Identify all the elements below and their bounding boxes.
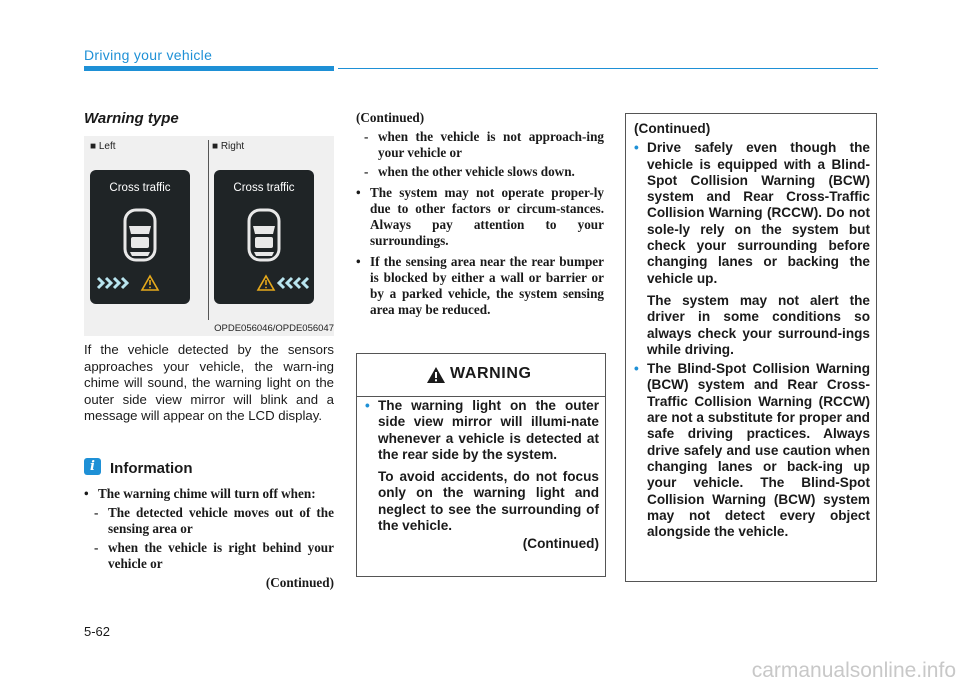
warning-continued-box xyxy=(625,113,877,582)
continued-label: (Continued) xyxy=(522,536,599,552)
info-dash-item: - The detected vehicle moves out of the sensing area or xyxy=(94,505,334,536)
continued-label: (Continued) xyxy=(265,575,334,590)
information-list xyxy=(84,486,334,591)
cross-traffic-figure xyxy=(84,136,334,336)
warning-bullet: • The warning light on the outer side view mirror will illumi-nate whenever a vehicle is detected at the rear side by the system. xyxy=(365,398,599,463)
info-dash-item: - when the vehicle is right behind your vehicle or xyxy=(94,540,334,571)
warning-box xyxy=(356,353,606,577)
section-title: Driving your vehicle xyxy=(84,47,213,63)
info-dash-item: - when the vehicle is not approach-ing your vehicle or xyxy=(364,129,604,160)
panel-title-left: Cross traffic xyxy=(109,182,171,194)
warning-type-description: If the vehicle detected by the sensors approaches your vehicle, the warn-ing chime will sound, the warning light on the outer side view mirror will blink and a message will appear on the LCD display. xyxy=(84,342,334,423)
figure-label-right: ■ Right xyxy=(212,141,245,152)
info-bullet: • The system may not operate proper-ly due to other factors or circum-stances. Always pay attention to your surroundings. xyxy=(356,185,604,249)
continued-label: (Continued) xyxy=(634,121,711,136)
warning-header xyxy=(357,354,605,396)
warning-continued-body xyxy=(634,121,870,540)
warning-bullet: • The Blind-Spot Collision Warning (BCW) system and Rear Cross-Traffic Collision Warning (RCCW) are not a substitute for proper and safe driving practices. Always drive safely and use caution when changing lanes or back-ing up your vehicle. The Blind-Spot Collision Warning (BCW) system may not detect every object alongside the vehicle. xyxy=(634,361,870,540)
cluster-panel-right xyxy=(214,170,314,304)
chevron-right-icon xyxy=(98,278,127,288)
warning-body xyxy=(365,398,599,553)
continued-label: (Continued) xyxy=(356,110,425,125)
watermark: carmanualsonline.info xyxy=(751,659,956,682)
info-dash-text: when the vehicle is right behind your vehicle or xyxy=(108,540,334,571)
chevron-left-icon xyxy=(279,278,308,288)
panel-title-right: Cross traffic xyxy=(233,182,295,194)
header-rule-thin xyxy=(338,68,878,69)
warning-triangle-icon xyxy=(258,276,274,290)
warning-triangle-icon xyxy=(142,276,158,290)
header-rule-thick xyxy=(84,66,334,71)
info-dash-item: - when the other vehicle slows down. xyxy=(364,164,575,179)
info-dash-text: when the vehicle is not approach-ing your vehicle or xyxy=(378,129,604,160)
info-dash-text: The detected vehicle moves out of the sensing area or xyxy=(108,505,334,536)
information-title: Information xyxy=(110,460,193,477)
info-bullet: • The warning chime will turn off when: xyxy=(84,486,334,502)
figure-divider xyxy=(208,140,209,320)
info-dash-text: when the other vehicle slows down. xyxy=(378,164,575,179)
info-bullet: • If the sensing area near the rear bumper is blocked by either a wall or barrier or by a parked vehicle, the system sensing area may be reduced. xyxy=(356,254,604,318)
figure-code: OPDE056046/OPDE056047 xyxy=(214,323,334,334)
page-number: 5-62 xyxy=(84,624,111,639)
warning-type-heading: Warning type xyxy=(84,110,179,127)
warning-paragraph: To avoid accidents, do not focus only on the warning light and neglect to see the surrounding of the vehicle. xyxy=(378,469,599,534)
info-icon: i xyxy=(84,458,101,475)
warning-label: WARNING xyxy=(450,365,532,382)
car-top-view-icon xyxy=(90,170,190,304)
warning-bullet: • Drive safely even though the vehicle is equipped with a Blind-Spot Collision Warning (BCW) system and Rear Cross-Traffic Collision Warning (RCCW). Do not sole-ly rely on the system but check your surrounding before changing lanes or backing the vehicle up. xyxy=(634,140,870,287)
middle-column xyxy=(356,110,604,318)
warning-divider xyxy=(357,396,605,397)
warning-triangle-icon xyxy=(427,367,445,383)
figure-label-left: ■ Left xyxy=(90,141,116,152)
cluster-panel-left xyxy=(90,170,190,304)
warning-paragraph: The system may not alert the driver in some conditions so always check your surround-ings while driving. xyxy=(647,292,870,357)
car-top-view-icon xyxy=(214,170,314,304)
